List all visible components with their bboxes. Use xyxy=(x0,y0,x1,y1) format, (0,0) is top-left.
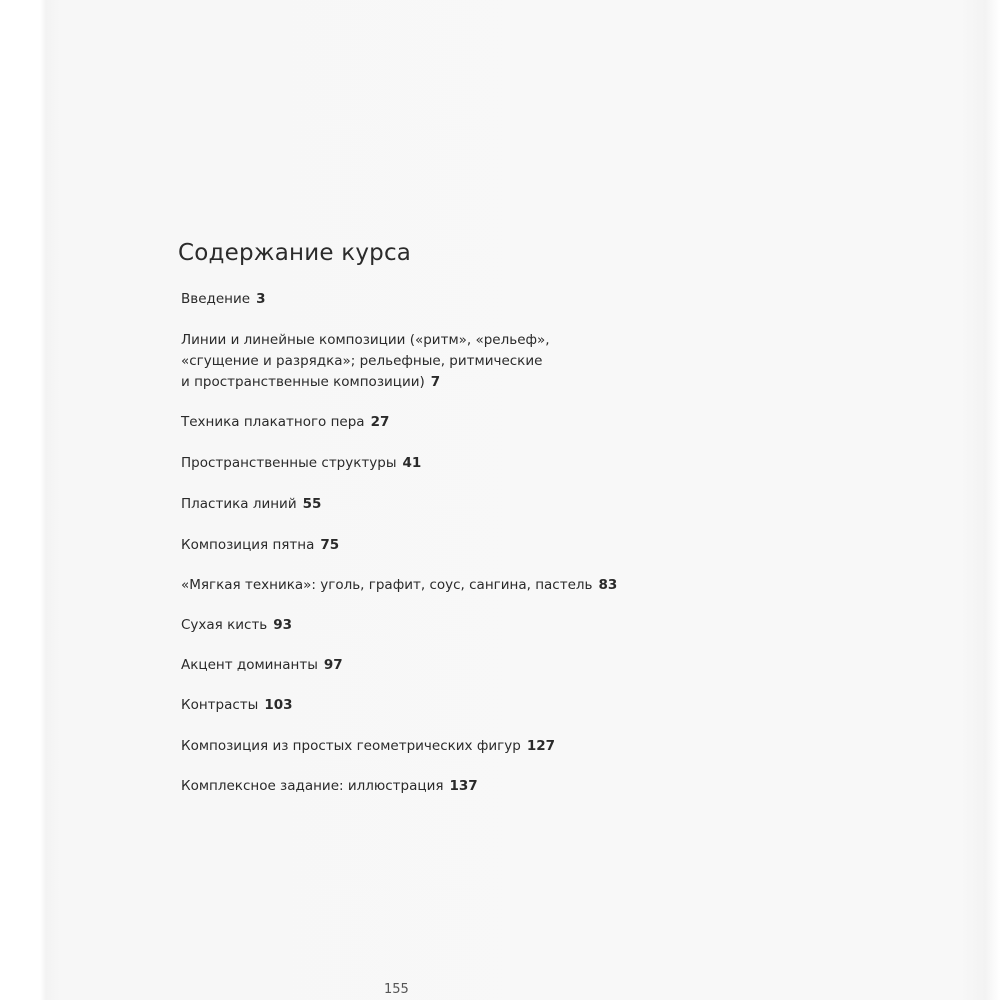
toc-entry-page: 83 xyxy=(598,577,618,593)
toc-entry-page: 137 xyxy=(449,778,478,794)
toc-entry-title-line: и пространственные композиции) xyxy=(181,374,425,390)
toc-entry-title: Техника плакатного пера xyxy=(181,414,365,430)
toc-entry-title: Акцент доминанты xyxy=(181,657,318,673)
toc-entry-geometric-figures xyxy=(181,736,661,757)
toc-entry-page: 75 xyxy=(320,537,340,553)
toc-entry-title: Комплексное задание: иллюстрация xyxy=(181,778,444,794)
toc-entry-illustration xyxy=(181,776,661,797)
toc-entry-title: Композиция пятна xyxy=(181,537,315,553)
toc-entry-title: Композиция из простых геометрических фигур xyxy=(181,738,521,754)
toc-entry-page: 103 xyxy=(264,697,293,713)
toc-entry-title: Пластика линий xyxy=(181,496,297,512)
toc-entry-page: 93 xyxy=(273,617,293,633)
toc-entry-page: 7 xyxy=(430,374,441,390)
toc-entry-line-plasticity xyxy=(181,494,661,515)
toc-entry-title: Сухая кисть xyxy=(181,617,268,633)
toc-entry-page: 41 xyxy=(402,455,422,471)
page-number: 155 xyxy=(384,982,409,997)
toc-entry-title: Введение xyxy=(181,291,251,307)
toc-entry-dry-brush xyxy=(181,615,661,636)
toc-entry-contrasts xyxy=(181,695,661,716)
toc-entry-introduction xyxy=(181,289,661,310)
toc-entry-page: 127 xyxy=(526,738,555,754)
toc-entry-page: 97 xyxy=(323,657,343,673)
toc-entry-soft-technique xyxy=(181,575,661,596)
toc-entry-spot-composition xyxy=(181,535,661,556)
toc-entry-page: 55 xyxy=(302,496,322,512)
toc-entry-dominant-accent xyxy=(181,655,661,676)
toc-entry-title: «Мягкая техника»: уголь, графит, соус, сангина, пастель xyxy=(181,577,593,593)
page-title: Содержание курса xyxy=(178,240,412,266)
toc-entry-lines-compositions xyxy=(181,330,661,393)
toc-entry-title-line: «сгущение и разрядка»; рельефные, ритмические xyxy=(181,353,543,369)
toc-entry-spatial-structures xyxy=(181,453,661,474)
toc-entry-page: 27 xyxy=(370,414,390,430)
toc-entry-poster-pen xyxy=(181,412,661,433)
toc-entry-title-line: Линии и линейные композиции («ритм», «рельеф», xyxy=(181,332,550,348)
toc-entry-title: Контрасты xyxy=(181,697,259,713)
toc-entry-title: Пространственные структуры xyxy=(181,455,397,471)
toc-entry-page: 3 xyxy=(256,291,266,307)
